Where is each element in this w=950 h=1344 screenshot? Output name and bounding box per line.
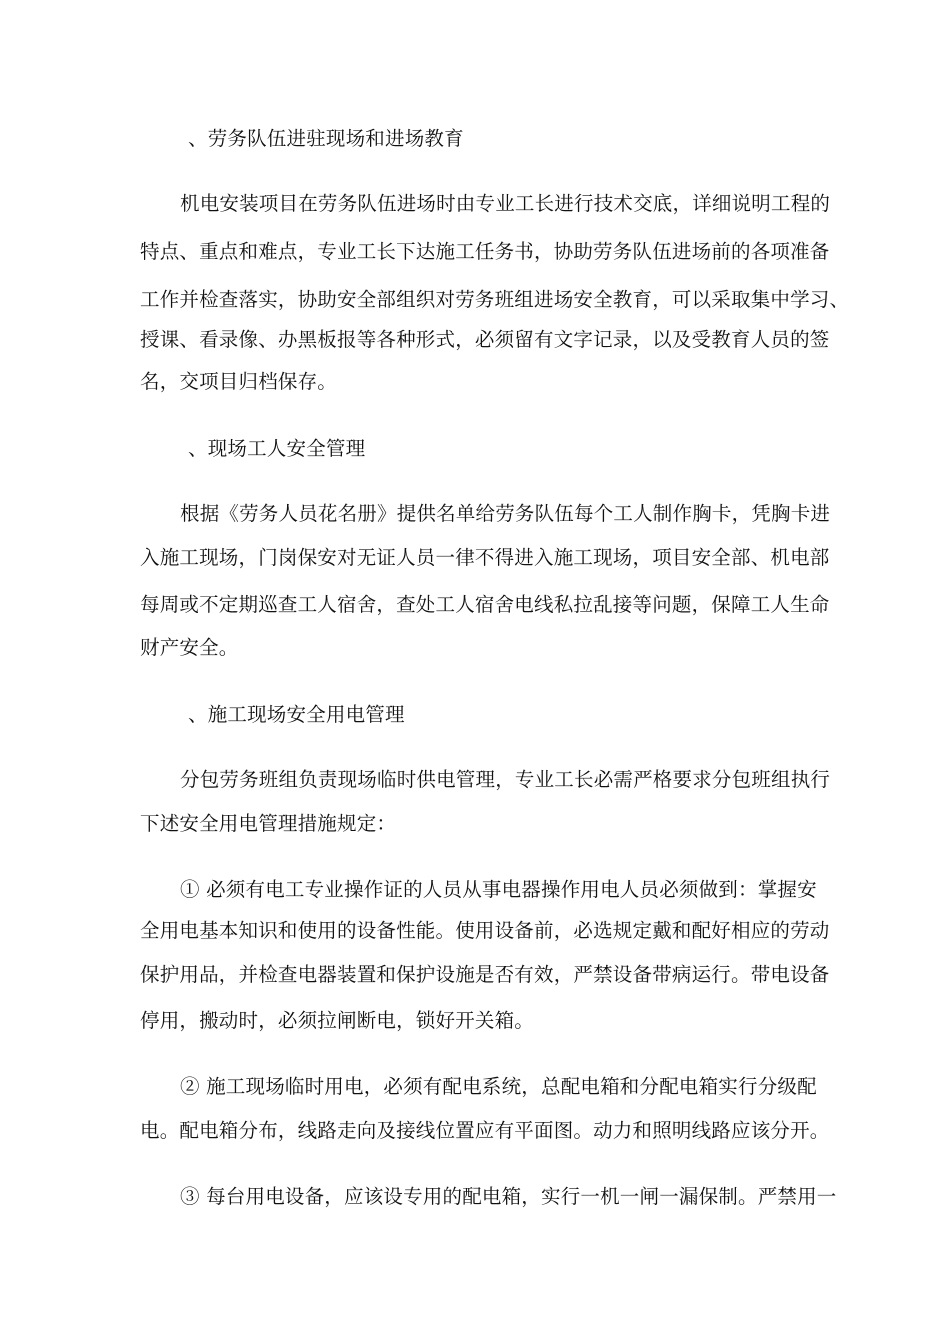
paragraph-line: ① 必须有电工专业操作证的人员从事电器操作用电人员必须做到：掌握安 (180, 878, 817, 901)
section-heading: 、施工现场安全用电管理 (188, 703, 405, 726)
section-heading: 、现场工人安全管理 (188, 437, 366, 460)
paragraph-line: 特点、重点和难点，专业工长下达施工任务书，协助劳务队伍进场前的各项准备 (140, 240, 830, 263)
paragraph-line: 根据《劳务人员花名册》提供名单给劳务队伍每个工人制作胸卡，凭胸卡进 (180, 502, 831, 525)
paragraph-line: 停用，搬动时，必须拉闸断电，锁好开关箱。 (140, 1009, 535, 1032)
paragraph-line: 财产安全。 (140, 636, 239, 659)
paragraph-line: 工作并检查落实，协助安全部组织对劳务班组进场安全教育，可以采取集中学习、 (140, 288, 850, 311)
section-heading: 、劳务队伍进驻现场和进场教育 (188, 127, 464, 150)
paragraph-line: 名，交项目归档保存。 (140, 370, 338, 393)
paragraph-line: 机电安装项目在劳务队伍进场时由专业工长进行技术交底，详细说明工程的 (180, 192, 831, 215)
paragraph-line: 授课、看录像、办黑板报等各种形式，必须留有文字记录，以及受教育人员的签 (140, 328, 830, 351)
paragraph-line: ③ 每台用电设备，应该设专用的配电箱，实行一机一闸一漏保制。严禁用一 (180, 1185, 837, 1208)
paragraph-line: 保护用品，并检查电器装置和保护设施是否有效，严禁设备带病运行。带电设备 (140, 963, 830, 986)
paragraph-line: 全用电基本知识和使用的设备性能。使用设备前，必选规定戴和配好相应的劳动 (140, 919, 830, 942)
paragraph-line: 分包劳务班组负责现场临时供电管理，专业工长必需严格要求分包班组执行 (180, 768, 831, 791)
paragraph-line: ② 施工现场临时用电，必须有配电系统，总配电箱和分配电箱实行分级配 (180, 1075, 817, 1098)
paragraph-line: 电。配电箱分布，线路走向及接线位置应有平面图。动力和照明线路应该分开。 (140, 1119, 830, 1142)
paragraph-line: 下述安全用电管理措施规定： (140, 812, 397, 835)
paragraph-line: 每周或不定期巡查工人宿舍，查处工人宿舍电线私拉乱接等问题，保障工人生命 (140, 593, 830, 616)
paragraph-line: 入施工现场，门岗保安对无证人员一律不得进入施工现场，项目安全部、机电部 (140, 546, 830, 569)
